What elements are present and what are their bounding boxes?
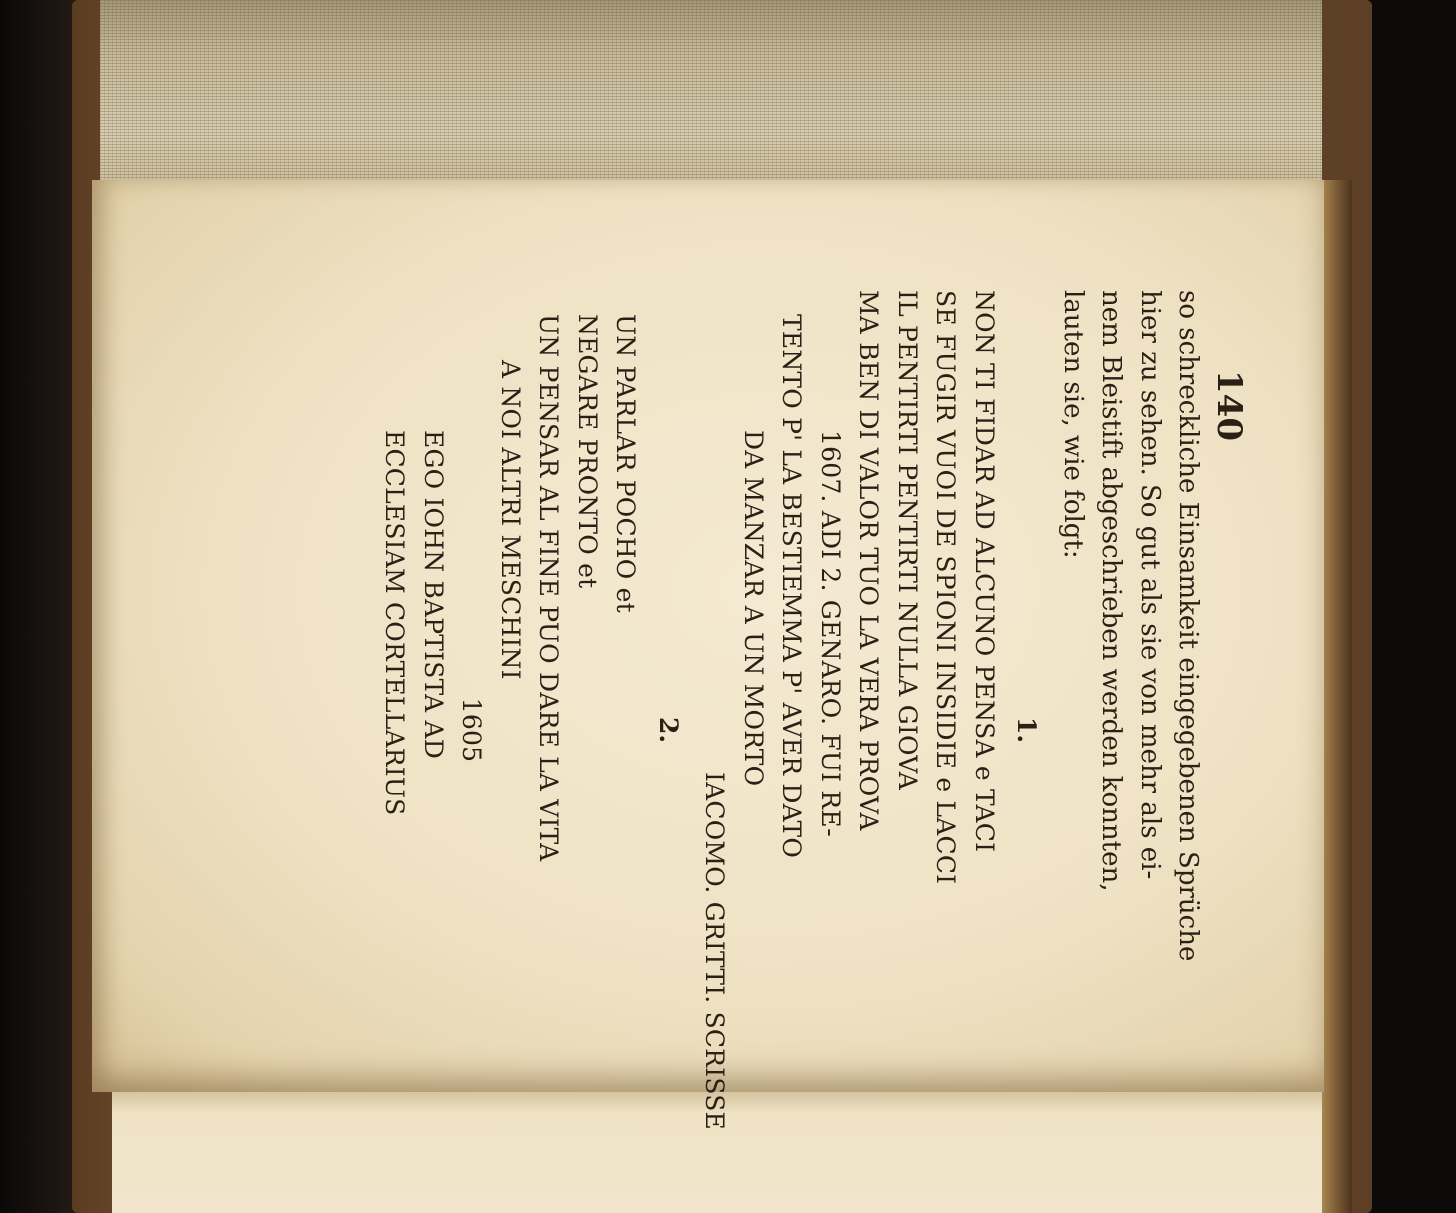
inscription-number: 1. xyxy=(1012,716,1042,744)
page-number: 140 xyxy=(1209,370,1249,441)
inscription-line: 1605 xyxy=(457,697,487,763)
inscription-2 xyxy=(375,290,645,1170)
inscription-line: UN PENSAR AL FINE PUO DARE LA VITA xyxy=(534,314,564,862)
inscription-line: NEGARE PRONTO et xyxy=(573,314,602,589)
inscription-line: TENTO P' LA BESTIEMMA P' AVER DATO xyxy=(777,314,807,859)
inscription-line: A NOI ALTRI MESCHINI xyxy=(496,360,525,680)
inscription-line: NON TI FIDAR AD ALCUNO PENSA e TACI xyxy=(970,290,999,853)
inscription-line: MA BEN DI VALOR TUO LA VERA PROVA xyxy=(854,290,884,831)
inscription-line: UN PARLAR POCHO et xyxy=(611,314,641,613)
inscription-line: IACOMO. GRITTI. SCRISSE xyxy=(700,772,730,1130)
inscription-number: 2. xyxy=(654,716,683,744)
inscription-line: EGO IOHN BAPTISTA AD xyxy=(419,430,448,759)
inscription-line: ECCLESIAM CORTELLARIUS xyxy=(380,430,410,816)
prose-line: lauten sie, wie folgt: xyxy=(1058,290,1088,559)
inscription-line: 1607. ADI 2. GENARO. FUI RE- xyxy=(816,430,845,837)
inscription-1 xyxy=(695,290,1003,1170)
prose-line: hier zu sehen. So gut als sie von mehr als ei- xyxy=(1135,290,1165,880)
book-spine xyxy=(1322,180,1352,1213)
page-text-block xyxy=(375,290,1248,1170)
prose-paragraph xyxy=(1054,290,1208,1170)
prose-line: nem Bleistift abgeschrieben werden konnten, xyxy=(1096,290,1127,892)
inscription-line: SE FUGIR VUOI DE SPIONI INSIDIE e LACCI xyxy=(931,290,961,885)
inscription-line: IL PENTIRTI PENTIRTI NULLA GIOVA xyxy=(893,290,922,791)
prose-line: so schreckliche Einsamkeit eingegebenen Sprüche xyxy=(1173,290,1204,962)
inscription-line: DA MANZAR A UN MORTO xyxy=(739,430,768,787)
page-edges xyxy=(100,0,1322,191)
